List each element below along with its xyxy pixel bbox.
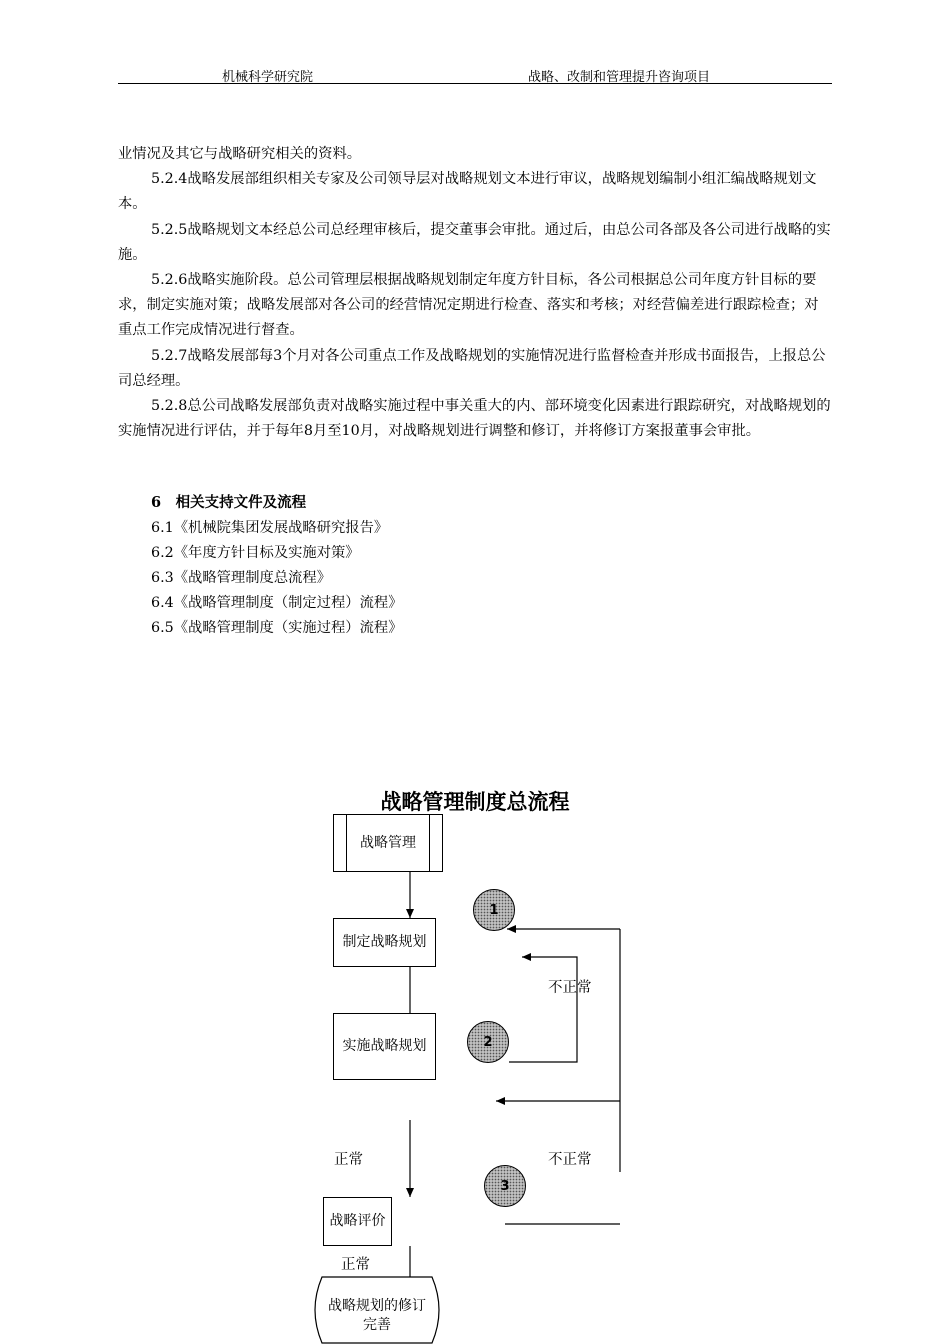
paragraph-5-2-8: 5.2.8总公司战略发展部负责对战略实施过程中事关重大的内、部环境变化因素进行跟踪研究，对战略规划的实施情况进行评估，并于每年8月至10月，对战略规划进行调整和修订，并将修订方案报董事会审批。 bbox=[118, 398, 831, 440]
paragraph-5-2-5: 5.2.5战略规划文本经总公司总经理审核后，提交董事会审批。通过后，由总公司各部及各公司进行战略的实施。 bbox=[118, 221, 831, 263]
node-side-bar-left bbox=[346, 815, 347, 871]
feedback-loop-inner bbox=[509, 957, 577, 1062]
list-item: 6.2《年度方针目标及实施对策》 bbox=[151, 545, 360, 561]
paragraph-5-2-6: 5.2.6战略实施阶段。总公司管理层根据战略规划制定年度方针目标，各公司根据总公司年度方针目标的要求，制定实施对策；战略发展部对各公司的经营情况定期进行检查、落实和考核；对经营偏差进行跟踪检查；对重点工作完成情况进行督查。 bbox=[118, 272, 819, 339]
list-item: 6.4《战略管理制度（制定过程）流程》 bbox=[151, 595, 403, 611]
node-side-bar-right bbox=[429, 815, 430, 871]
label-normal-implement: 正常 bbox=[334, 1152, 363, 1168]
node-revise-plan bbox=[312, 1290, 442, 1342]
connector-circle-1: 1 bbox=[473, 889, 515, 931]
paragraph-5-2-4: 5.2.4战略发展部组织相关专家及公司领导层对战略规划文本进行审议，战略规划编制小组汇编战略规划文本。 bbox=[118, 171, 817, 213]
header-left-org: 机械科学研究院 bbox=[222, 70, 314, 85]
node-strategy-management bbox=[333, 814, 443, 872]
paragraph-5-2-7: 5.2.7战略发展部每3个月对各公司重点工作及战略规划的实施情况进行监督检查并形成书面报告，上报总公司总经理。 bbox=[118, 347, 826, 389]
list-item: 6.1《机械院集团发展战略研究报告》 bbox=[151, 520, 389, 536]
node-label: 实施战略规划 bbox=[342, 1038, 427, 1054]
paragraph-continuation: 业情况及其它与战略研究相关的资料。 bbox=[118, 146, 362, 162]
label-abnormal-outer: 不正常 bbox=[548, 1152, 592, 1168]
list-item: 6.5《战略管理制度（实施过程）流程》 bbox=[151, 620, 403, 636]
node-label: 战略评价 bbox=[329, 1213, 386, 1229]
node-strategy-evaluation bbox=[323, 1197, 392, 1246]
connector-circle-2: 2 bbox=[467, 1021, 509, 1063]
node-label: 战略规划的修订完善 bbox=[328, 1298, 426, 1333]
header-right-project: 战略、改制和管理提升咨询项目 bbox=[528, 70, 711, 85]
node-label: 制定战略规划 bbox=[342, 934, 427, 950]
list-item: 6.3《战略管理制度总流程》 bbox=[151, 570, 332, 586]
flowchart-title: 战略管理制度总流程 bbox=[380, 790, 570, 814]
label-normal-evaluate: 正常 bbox=[341, 1257, 370, 1273]
label-abnormal-inner: 不正常 bbox=[548, 980, 592, 996]
node-label: 战略管理 bbox=[360, 834, 416, 851]
connector-circle-3: 3 bbox=[484, 1165, 526, 1207]
node-formulate-plan bbox=[333, 918, 436, 967]
section-6-title: 6 相关支持文件及流程 bbox=[151, 494, 307, 511]
node-implement-plan bbox=[333, 1013, 436, 1080]
